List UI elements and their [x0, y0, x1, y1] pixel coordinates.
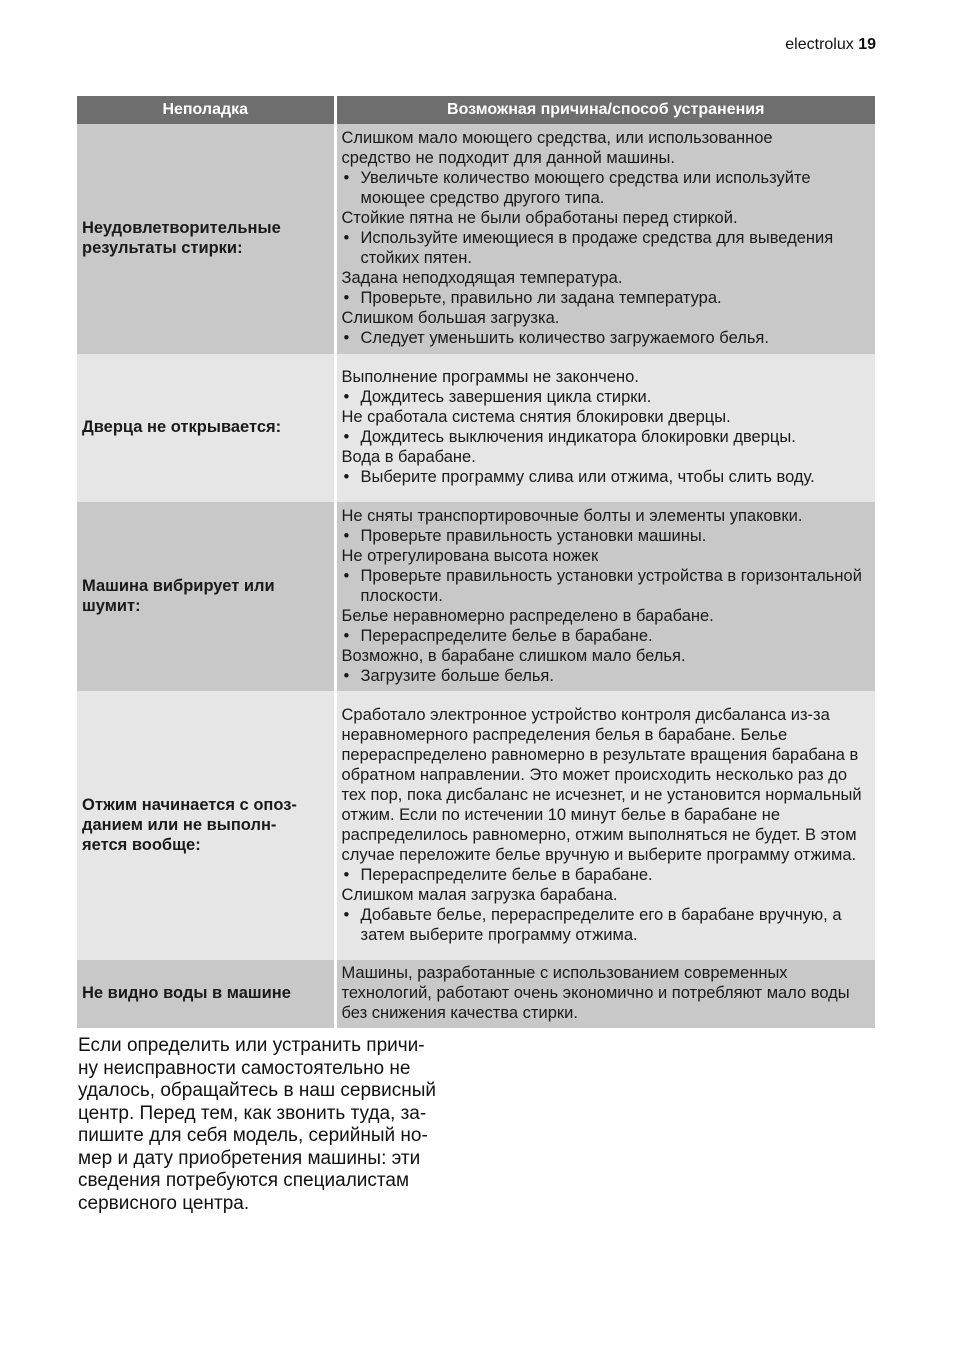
problem-text: Неудовлетворительные: [82, 219, 281, 237]
cause-text: средство не подходит для данной машины.: [341, 149, 675, 167]
remedy-bullet: • Увеличьте количество моющего средства или используйте моющее средство другого типа.: [342, 168, 871, 208]
column-header-solution: Возможная причина/способ устранения: [335, 96, 875, 124]
cause-text: Задана неподходящая температура.: [341, 269, 623, 287]
table-row: [77, 354, 875, 502]
remedy-bullet: • Проверьте, правильно ли задана температура.: [342, 288, 871, 308]
cause-text: Выполнение программы не закончено.: [341, 368, 639, 386]
column-header-problem: Неполадка: [77, 96, 335, 124]
cause-text: Возможно, в барабане слишком мало белья.: [341, 646, 686, 665]
cause-text: Вода в барабане.: [341, 448, 476, 466]
problem-text: результаты стирки:: [82, 239, 243, 257]
cause-text: Слишком большая загрузка.: [341, 309, 560, 327]
note-line: ну неисправности самостоятельно не: [78, 1057, 411, 1079]
cause-text: Машины, разработанные с использованием современных технологий, работают очень экономично и потребляют мало воды без снижения качества стирки.: [341, 964, 850, 1022]
note-line: пишите для себя модель, серийный но-: [78, 1125, 428, 1146]
remedy-bullet: • Используйте имеющиеся в продаже средства для выведения стойких пятен.: [342, 228, 871, 268]
problem-cell: [77, 124, 335, 354]
brand-name: electrolux: [785, 36, 854, 53]
cause-text: Сработало электронное устройство контроля дисбаланса из-за неравномерного распределения белья в барабане. Белье перераспределено равномерно в результате вращения барабана в обратном направлении. Это может происходить несколько раз до тех пор, пока дисбаланс не исчезнет, и не установится нормальный отжим. Если по истечении 10 минут белье в барабане не распределилось равномерно, отжим выполняться не будет. В этом случае переложите белье вручную и выберите программу отжима.: [341, 705, 862, 864]
page-header: [785, 36, 876, 54]
service-center-note: [78, 1035, 478, 1215]
remedy-bullet: • Проверьте правильность установки машины.: [342, 526, 871, 546]
solution-cell: [335, 502, 875, 691]
problem-cell: [77, 354, 335, 502]
problem-cell: [77, 502, 335, 691]
table-row: [77, 691, 875, 960]
cause-text: Слишком малая загрузка барабана.: [341, 885, 618, 904]
cause-text: Не сработала система снятия блокировки дверцы.: [341, 408, 731, 426]
remedy-bullet: • Дождитесь завершения цикла стирки.: [342, 387, 871, 407]
troubleshooting-table: [77, 96, 875, 1028]
remedy-bullet: • Дождитесь выключения индикатора блокировки дверцы.: [342, 427, 871, 447]
page-number: 19: [858, 36, 876, 53]
problem-text: шумит:: [82, 596, 141, 615]
cause-text: Слишком мало моющего средства, или использованное: [341, 129, 773, 147]
note-line: сведения потребуются специалистам: [78, 1170, 410, 1191]
remedy-bullet: • Проверьте правильность установки устройства в горизонтальной плоскости.: [342, 566, 871, 606]
remedy-bullet: • Загрузите больше белья.: [342, 666, 871, 686]
solution-cell: [335, 354, 875, 502]
problem-cell: [77, 691, 335, 960]
problem-text: Не видно воды в машине: [82, 984, 291, 1002]
table-header-row: [77, 96, 875, 124]
problem-text: данием или не выполн-: [82, 815, 277, 834]
cause-text: Не сняты транспортировочные болты и элементы упаковки.: [341, 506, 803, 525]
note-line: центр. Перед тем, как звонить туда, за-: [78, 1102, 427, 1124]
remedy-bullet: • Перераспределите белье в барабане.: [342, 626, 871, 646]
problem-cell: [77, 960, 335, 1028]
solution-cell: [335, 691, 875, 960]
remedy-bullet: • Следует уменьшить количество загружаемого белья.: [342, 328, 871, 348]
problem-text: яется вообще:: [82, 835, 201, 854]
note-line: удалось, обращайтесь в наш сервисный: [78, 1080, 437, 1101]
remedy-bullet: • Добавьте белье, перераспределите его в барабане вручную, а затем выберите программу отжима.: [342, 905, 871, 945]
problem-text: Дверца не открывается:: [82, 418, 282, 436]
cause-text: Не отрегулирована высота ножек: [341, 546, 599, 565]
solution-cell: [335, 124, 875, 354]
remedy-bullet: • Выберите программу слива или отжима, чтобы слить воду.: [342, 467, 871, 487]
table-row: [77, 124, 875, 354]
note-line: сервисного центра.: [78, 1192, 250, 1214]
table-row: [77, 960, 875, 1028]
table-row: [77, 502, 875, 691]
note-line: мер и дату приобретения машины: эти: [78, 1147, 421, 1169]
problem-text: Машина вибрирует или: [82, 576, 275, 595]
cause-text: Стойкие пятна не были обработаны перед стиркой.: [341, 209, 738, 227]
remedy-bullet: • Перераспределите белье в барабане.: [342, 865, 871, 885]
cause-text: Белье неравномерно распределено в барабане.: [341, 606, 714, 625]
problem-text: Отжим начинается с опоз-: [82, 795, 297, 814]
solution-cell: [335, 960, 875, 1028]
note-line: Если определить или устранить причи-: [78, 1035, 425, 1056]
